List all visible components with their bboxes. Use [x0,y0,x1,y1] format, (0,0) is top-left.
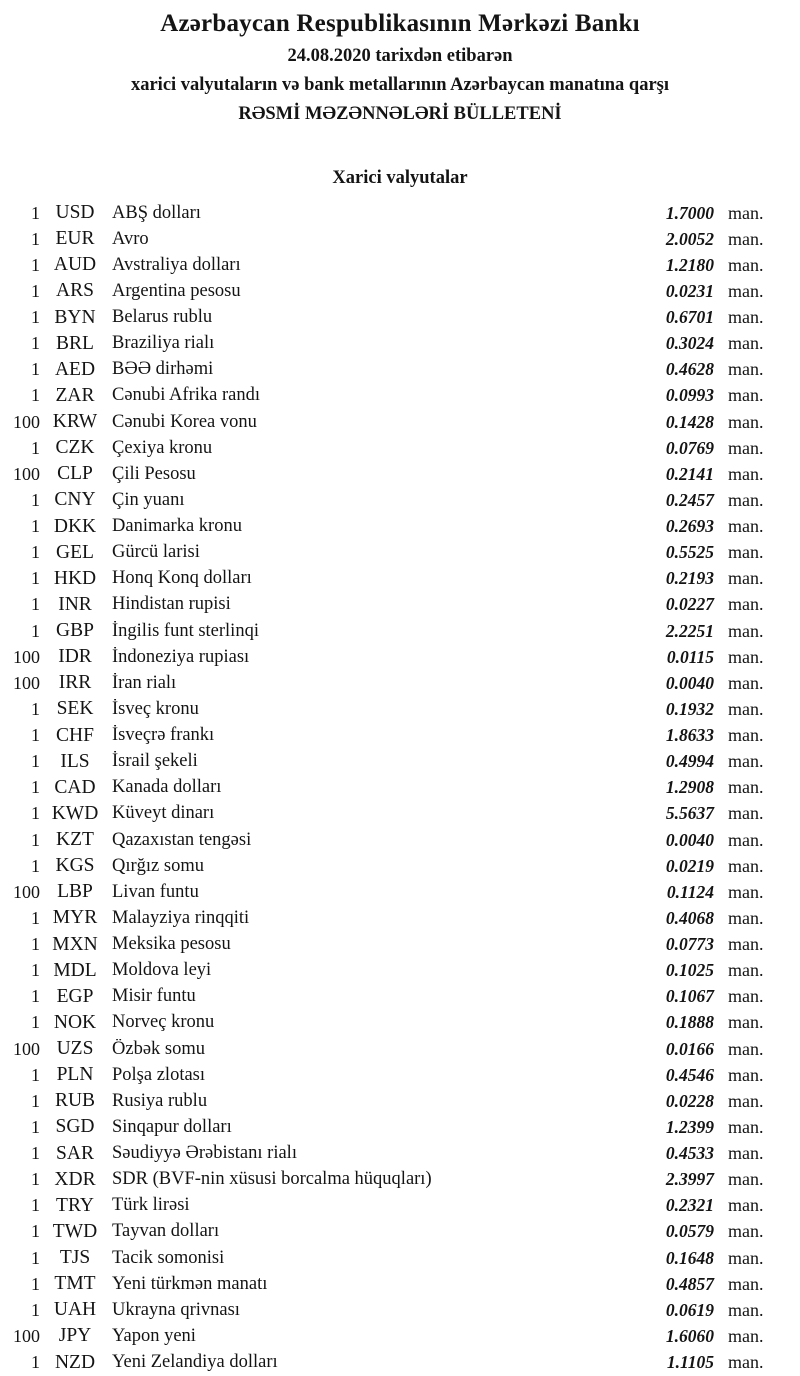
table-row [0,984,800,1010]
currency-quantity: 1 [31,698,40,719]
rate-value: 0.1428 [665,411,714,432]
table-row [0,461,800,487]
currency-name: Braziliya rialı [112,333,215,354]
unit-label: man. [728,751,764,772]
rate-value: 0.0773 [665,934,714,955]
currency-code: AUD [53,254,97,276]
currency-name: Rusiya rublu [112,1090,208,1111]
unit-label: man. [728,1221,764,1242]
currency-name: Sinqapur dolları [112,1116,232,1137]
table-row [0,514,800,540]
unit-label: man. [728,1299,764,1320]
table-row [0,905,800,931]
unit-label: man. [728,986,764,1007]
currency-name: Səudiyyə Ərəbistanı rialı [112,1143,297,1164]
table-row [0,200,800,226]
currency-name: Norveç kronu [112,1012,215,1033]
rate-value: 1.1105 [666,1352,714,1373]
rate-value: 1.2908 [665,777,714,798]
rate-value: 0.4628 [665,359,714,380]
currency-name: SDR (BVF-nin xüsusi borcalma hüquqları) [112,1169,432,1190]
currency-quantity: 1 [31,855,40,876]
bulletin-header [0,0,800,129]
rate-value: 0.2457 [665,489,714,510]
currency-code: UZS [56,1038,94,1060]
currency-code: EGP [56,985,94,1007]
currency-code: MYR [52,907,98,929]
rate-value: 0.4533 [665,1143,714,1164]
table-row [0,879,800,905]
unit-label: man. [728,777,764,798]
table-row [0,1193,800,1219]
currency-name: Qırğız somu [112,855,204,876]
currency-code: RUB [54,1090,96,1112]
currency-name: Özbək somu [112,1038,205,1059]
currency-quantity: 1 [31,254,40,275]
unit-label: man. [728,1247,764,1268]
currency-code: CAD [54,776,96,798]
rate-value: 0.1888 [665,1012,714,1033]
rate-value: 0.4546 [665,1064,714,1085]
table-row [0,540,800,566]
currency-code: BYN [54,306,96,328]
rate-value: 0.2141 [665,463,714,484]
rate-value: 0.0993 [665,385,714,406]
currency-code: KWD [51,802,99,824]
currency-name: Çili Pesosu [112,463,196,484]
currency-code: ZAR [55,384,95,406]
currency-quantity: 1 [31,829,40,850]
currency-code: IDR [58,646,92,668]
rate-value: 1.8633 [665,725,714,746]
rate-value: 0.4994 [665,751,714,772]
currency-quantity: 1 [31,1090,40,1111]
currency-name: Çin yuanı [112,489,185,510]
currency-code: MXN [52,933,98,955]
unit-label: man. [728,516,764,537]
currency-name: Tacik somonisi [112,1247,225,1268]
table-row [0,1271,800,1297]
table-row [0,670,800,696]
table-row [0,775,800,801]
currency-name: Danimarka kronu [112,516,242,537]
unit-label: man. [728,620,764,641]
currency-quantity: 1 [31,333,40,354]
rate-value: 0.0231 [665,280,714,301]
table-row [0,278,800,304]
table-row [0,1088,800,1114]
rate-value: 0.0619 [665,1299,714,1320]
unit-label: man. [728,1273,764,1294]
rate-value: 1.6060 [665,1325,714,1346]
currency-quantity: 1 [31,1273,40,1294]
table-row [0,827,800,853]
currency-name: İsveç kronu [112,698,199,719]
effective-date-line: 24.08.2020 tarixdən etibarən [287,46,513,66]
rate-value: 0.1124 [666,881,714,902]
rate-value: 2.2251 [665,620,714,641]
currency-quantity: 1 [31,1064,40,1085]
table-row [0,644,800,670]
currency-code: UAH [53,1299,97,1321]
currency-quantity: 1 [31,1195,40,1216]
table-row [0,383,800,409]
unit-label: man. [728,829,764,850]
rate-value: 0.0227 [665,594,714,615]
unit-label: man. [728,725,764,746]
currency-code: AED [54,358,96,380]
currency-quantity: 1 [31,228,40,249]
currency-code: CHF [56,724,94,746]
currency-quantity: 1 [31,1221,40,1242]
exchange-rates-table [0,200,800,1376]
table-row [0,1036,800,1062]
table-row [0,305,800,331]
currency-name: BƏƏ dirhəmi [112,359,214,380]
currency-quantity: 1 [31,1352,40,1373]
unit-label: man. [728,280,764,301]
table-row [0,331,800,357]
currency-code: CLP [57,463,93,485]
table-row [0,1297,800,1323]
rate-value: 0.0219 [665,855,714,876]
currency-name: Moldova leyi [112,960,212,981]
currency-code: NZD [54,1351,96,1373]
rate-value: 0.2321 [665,1195,714,1216]
currency-name: Çexiya kronu [112,437,213,458]
unit-label: man. [728,385,764,406]
currency-name: İran rialı [112,672,177,693]
currency-code: EUR [55,228,95,250]
unit-label: man. [728,568,764,589]
currency-quantity: 1 [31,934,40,955]
unit-label: man. [728,934,764,955]
rate-value: 1.7000 [665,202,714,223]
unit-label: man. [728,307,764,328]
currency-code: JPY [58,1325,92,1347]
table-row [0,592,800,618]
rate-value: 0.2193 [665,568,714,589]
currency-code: PLN [56,1064,94,1086]
unit-label: man. [728,463,764,484]
currency-quantity: 1 [31,202,40,223]
currency-name: Polşa zlotası [112,1064,206,1085]
unit-label: man. [728,646,764,667]
currency-quantity: 1 [31,725,40,746]
currency-name: Belarus rublu [112,307,213,328]
currency-name: Tayvan dolları [112,1221,220,1242]
unit-label: man. [728,1325,764,1346]
table-row [0,749,800,775]
currency-quantity: 1 [31,307,40,328]
unit-label: man. [728,254,764,275]
currency-code: CZK [55,437,95,459]
rate-value: 0.6701 [665,307,714,328]
rate-value: 0.4068 [665,907,714,928]
currency-quantity: 100 [13,1038,40,1059]
unit-label: man. [728,907,764,928]
currency-name: İsveçrə frankı [112,725,215,746]
unit-label: man. [728,1352,764,1373]
rate-value: 0.0579 [665,1221,714,1242]
table-row [0,1114,800,1140]
currency-quantity: 100 [13,672,40,693]
currency-code: ARS [56,280,94,302]
currency-name: Yeni Zelandiya dolları [112,1352,278,1373]
table-row [0,1010,800,1036]
currency-code: INR [58,593,92,615]
currency-quantity: 1 [31,568,40,589]
currency-quantity: 1 [31,1143,40,1164]
unit-label: man. [728,1012,764,1033]
rate-value: 0.1025 [665,960,714,981]
unit-label: man. [728,698,764,719]
currency-quantity: 100 [13,646,40,667]
rate-value: 0.0769 [665,437,714,458]
currency-quantity: 100 [13,411,40,432]
currency-name: İndoneziya rupiası [112,646,250,667]
currency-name: Livan funtu [112,881,199,902]
currency-name: Türk lirəsi [112,1195,190,1216]
table-row [0,958,800,984]
currency-name: Kanada dolları [112,777,222,798]
currency-name: İsrail şekeli [112,751,198,772]
currency-quantity: 1 [31,359,40,380]
currency-quantity: 1 [31,751,40,772]
table-row [0,801,800,827]
currency-code: IRR [58,672,92,694]
currency-name: Argentina pesosu [112,280,241,301]
unit-label: man. [728,411,764,432]
rate-value: 0.0228 [665,1090,714,1111]
table-row [0,252,800,278]
currency-quantity: 1 [31,803,40,824]
currency-quantity: 1 [31,986,40,1007]
currency-quantity: 1 [31,385,40,406]
unit-label: man. [728,594,764,615]
currency-code: LBP [57,881,93,903]
table-row [0,1350,800,1376]
table-row [0,357,800,383]
table-row [0,566,800,592]
unit-label: man. [728,437,764,458]
currency-code: KRW [52,411,98,433]
currency-code: HKD [53,567,97,589]
currency-quantity: 100 [13,881,40,902]
rate-value: 0.1932 [665,698,714,719]
currency-code: XDR [54,1168,96,1190]
currency-name: İngilis funt sterlinqi [112,620,259,641]
section-title-foreign-currencies: Xarici valyutalar [332,168,468,188]
table-row [0,932,800,958]
unit-label: man. [728,1038,764,1059]
table-row [0,723,800,749]
unit-label: man. [728,359,764,380]
currency-quantity: 1 [31,437,40,458]
table-row [0,696,800,722]
currency-quantity: 100 [13,1325,40,1346]
rate-value: 0.1067 [665,986,714,1007]
currency-quantity: 100 [13,463,40,484]
table-row [0,618,800,644]
currency-quantity: 1 [31,777,40,798]
table-row [0,487,800,513]
bulletin-name: RƏSMİ MƏZƏNNƏLƏRİ BÜLLETENİ [238,104,562,124]
currency-name: Yeni türkmən manatı [112,1273,268,1294]
bank-title: Azərbaycan Respublikasının Mərkəzi Bankı [160,10,640,37]
currency-code: SEK [56,698,94,720]
currency-name: Küveyt dinarı [112,803,215,824]
currency-quantity: 1 [31,280,40,301]
table-row [0,1245,800,1271]
rate-value: 5.5637 [665,803,714,824]
unit-label: man. [728,672,764,693]
currency-name: Misir funtu [112,986,196,1007]
currency-code: DKK [53,515,97,537]
currency-quantity: 1 [31,1012,40,1033]
currency-name: Gürcü larisi [112,542,200,563]
currency-quantity: 1 [31,1299,40,1320]
rate-value: 0.0166 [665,1038,714,1059]
table-row [0,1167,800,1193]
unit-label: man. [728,1090,764,1111]
unit-label: man. [728,333,764,354]
currency-code: ILS [60,750,90,772]
unit-label: man. [728,542,764,563]
currency-name: Malayziya rinqqiti [112,907,250,928]
rate-value: 1.2399 [665,1116,714,1137]
currency-code: KGS [55,855,95,877]
currency-name: Honq Konq dolları [112,568,252,589]
currency-quantity: 1 [31,1116,40,1137]
unit-label: man. [728,803,764,824]
unit-label: man. [728,855,764,876]
unit-label: man. [728,489,764,510]
rate-value: 0.0040 [665,672,714,693]
currency-code: GBP [56,620,94,642]
currency-name: Avro [112,228,149,249]
currency-name: Yapon yeni [112,1325,196,1346]
unit-label: man. [728,202,764,223]
table-row [0,1141,800,1167]
unit-label: man. [728,1143,764,1164]
unit-label: man. [728,1116,764,1137]
rate-value: 0.1648 [665,1247,714,1268]
table-row [0,226,800,252]
currency-quantity: 1 [31,1169,40,1190]
currency-code: KZT [56,829,94,851]
rate-value: 0.5525 [665,542,714,563]
currency-quantity: 1 [31,489,40,510]
currency-code: SAR [56,1142,94,1164]
currency-code: CNY [54,489,96,511]
rate-value: 0.4857 [665,1273,714,1294]
currency-code: NOK [53,1011,97,1033]
unit-label: man. [728,960,764,981]
currency-code: TWD [52,1220,98,1242]
currency-code: BRL [56,332,94,354]
table-row [0,853,800,879]
rate-value: 2.0052 [665,228,714,249]
currency-quantity: 1 [31,542,40,563]
currency-quantity: 1 [31,960,40,981]
currency-name: Meksika pesosu [112,934,231,955]
currency-name: Cənubi Afrika randı [112,385,260,406]
rate-value: 0.0115 [666,646,714,667]
currency-code: TMT [54,1273,96,1295]
currency-code: MDL [53,959,97,981]
currency-quantity: 1 [31,516,40,537]
unit-label: man. [728,881,764,902]
table-row [0,1062,800,1088]
unit-label: man. [728,1169,764,1190]
currency-code: TRY [56,1194,94,1216]
currency-name: Qazaxıstan tengəsi [112,829,252,850]
rate-value: 0.3024 [665,333,714,354]
rate-value: 0.0040 [665,829,714,850]
currency-code: USD [55,202,95,224]
table-row [0,435,800,461]
currency-code: GEL [56,541,94,563]
unit-label: man. [728,1195,764,1216]
rate-value: 0.2693 [665,516,714,537]
currency-name: Avstraliya dolları [112,254,241,275]
currency-name: Hindistan rupisi [112,594,231,615]
currency-quantity: 1 [31,907,40,928]
table-row [0,1323,800,1349]
table-row [0,409,800,435]
currency-code: SGD [55,1116,95,1138]
currency-code: TJS [59,1247,91,1269]
bulletin-subtitle: xarici valyutaların və bank metallarının Azərbaycan manatına qarşı [130,75,670,95]
currency-quantity: 1 [31,1247,40,1268]
currency-quantity: 1 [31,620,40,641]
unit-label: man. [728,1064,764,1085]
table-row [0,1219,800,1245]
unit-label: man. [728,228,764,249]
rate-value: 1.2180 [665,254,714,275]
currency-name: Ukrayna qrivnası [112,1299,240,1320]
rate-value: 2.3997 [665,1169,714,1190]
currency-name: Cənubi Korea vonu [112,411,257,432]
currency-quantity: 1 [31,594,40,615]
currency-name: ABŞ dolları [112,202,201,223]
